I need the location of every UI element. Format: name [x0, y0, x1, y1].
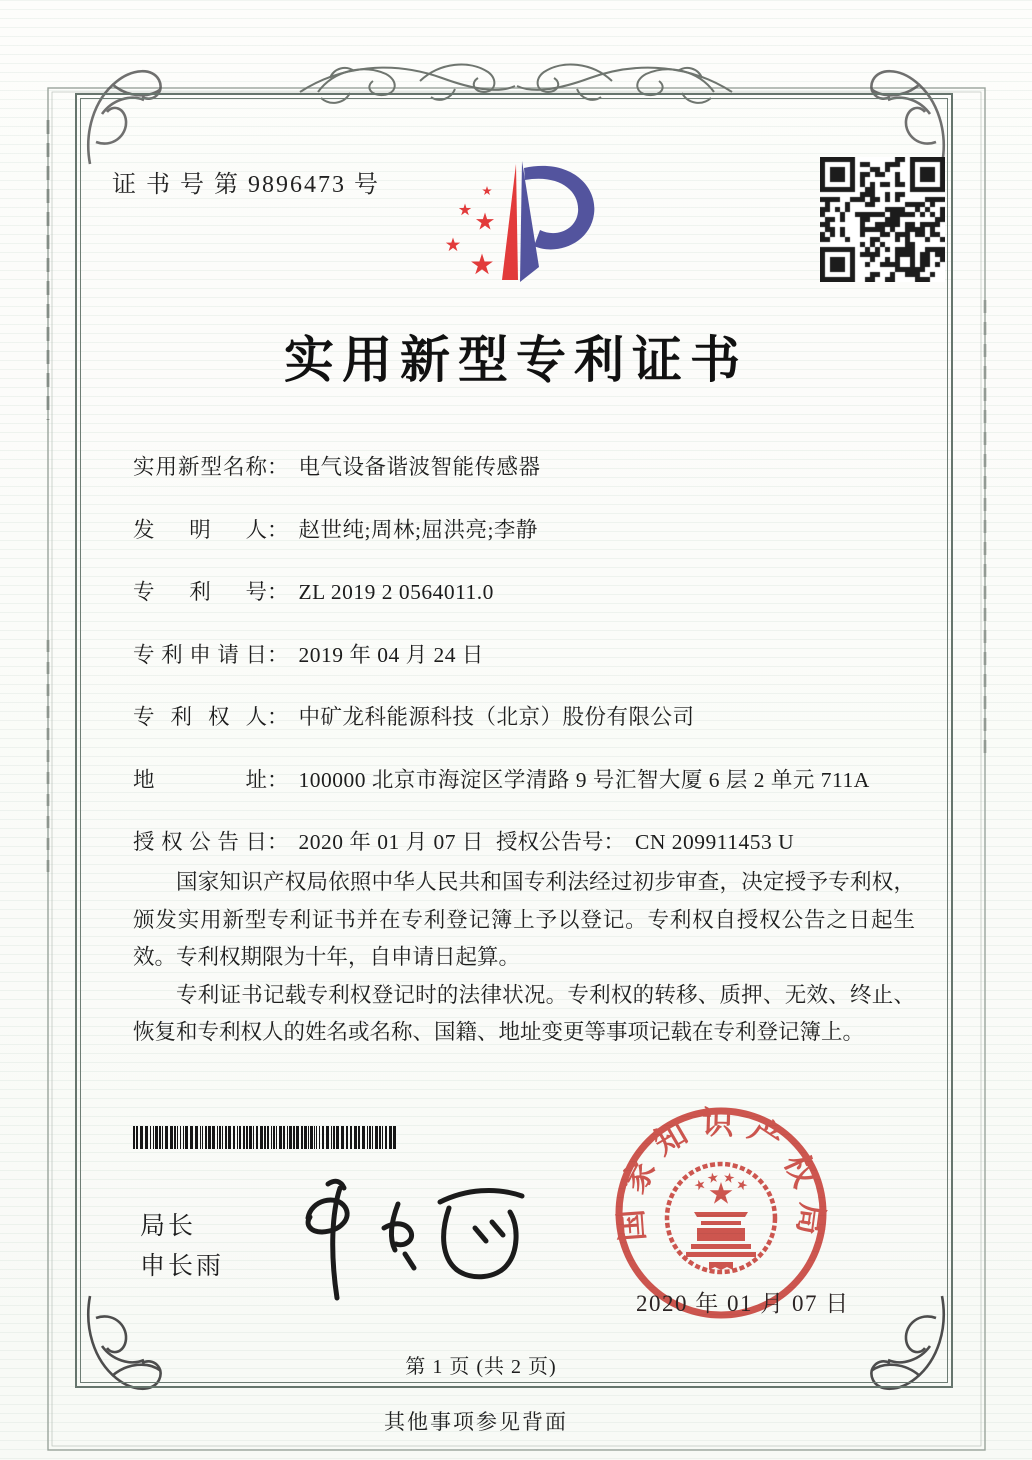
seal-text: 国家知识产权局 — [611, 1104, 831, 1250]
field-row-patentee: 专利权人： 中矿龙科能源科技（北京）股份有限公司 — [133, 700, 933, 763]
field-row-patent-no: 专利号： ZL 2019 2 0564011.0 — [133, 575, 933, 638]
field-value: 2019 年 04 月 24 日 — [298, 642, 484, 667]
field-label: 实用新型名称 — [133, 455, 267, 479]
barcode — [133, 1126, 397, 1149]
qr-code — [820, 157, 945, 282]
field-row-address: 地址： 100000 北京市海淀区学清路 9 号汇智大厦 6 层 2 单元 711A — [133, 763, 933, 826]
field-value: CN 209911453 U — [635, 830, 795, 854]
svg-text:国家知识产权局 — [612, 1104, 831, 1249]
field-row-inventors: 发明人： 赵世纯;周林;屈洪亮;李静 — [133, 513, 933, 576]
field-label: 发明人 — [133, 517, 267, 542]
field-label: 授权公告日 — [133, 830, 267, 854]
footer-note: 其他事项参见背面 — [384, 1410, 568, 1434]
field-row-name: 实用新型名称： 电气设备谐波智能传感器 — [133, 450, 933, 513]
page-indicator: 第 1 页 (共 2 页) — [405, 1356, 557, 1378]
cnipa-logo-icon — [438, 156, 602, 290]
logo-stars — [446, 186, 494, 274]
legal-paragraph-1: 国家知识产权局依照中华人民共和国专利法经过初步审查，决定授予专利权，颁发实用新型专利证书并在专利登记簿上予以登记。专利权自授权公告之日起生效。专利权期限为十年，自申请日起算。 — [133, 870, 915, 969]
field-value: ZL 2019 2 0564011.0 — [298, 580, 494, 604]
field-row-filing-date: 专利申请日： 2019 年 04 月 24 日 — [133, 638, 933, 701]
field-value: 中矿龙科能源科技（北京）股份有限公司 — [298, 705, 695, 729]
seal-date: 2020 年 01 月 07 日 — [636, 1291, 850, 1316]
field-label: 专利号 — [133, 580, 267, 604]
signer-name: 申长雨 — [140, 1253, 225, 1280]
national-emblem-icon — [667, 1164, 775, 1272]
field-grant-no: 授权公告号： CN 209911453 U — [496, 830, 795, 854]
legal-paragraph-2: 专利证书记载专利权登记时的法律状况。专利权的转移、质押、无效、终止、恢复和专利权人的姓名或名称、国籍、地址变更等事项记载在专利登记簿上。 — [133, 982, 915, 1044]
field-value: 100000 北京市海淀区学清路 9 号汇智大厦 6 层 2 单元 711A — [298, 767, 870, 792]
signer-title: 局长 — [140, 1213, 197, 1240]
border-ornament-top — [300, 65, 515, 103]
field-value: 赵世纯;周林;屈洪亮;李静 — [298, 517, 538, 542]
certificate-fields — [133, 450, 933, 888]
field-row-grant-date: 授权公告日： 2020 年 01 月 07 日 授权公告号： CN 209911453 U — [133, 825, 933, 888]
field-value: 电气设备谐波智能传感器 — [298, 455, 541, 479]
field-label: 授权公告号 — [496, 830, 604, 854]
signature-autograph — [278, 1172, 558, 1304]
legal-text — [133, 864, 915, 1052]
certificate-title: 实用新型专利证书 — [284, 332, 748, 388]
field-value: 2020 年 01 月 07 日 — [298, 830, 484, 854]
field-label: 地址 — [133, 767, 267, 792]
field-label: 专利权人 — [133, 705, 267, 729]
field-label: 专利申请日 — [133, 642, 267, 667]
certificate-number: 证 书 号 第 9896473 号 — [112, 172, 380, 198]
